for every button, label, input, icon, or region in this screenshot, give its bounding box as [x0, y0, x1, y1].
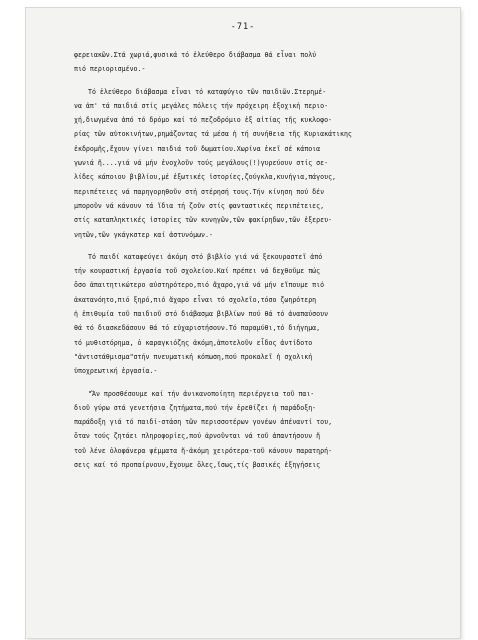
text-line: "ἀντιστάθμισμα"στήν πνευματική κόπωση,πού προκαλεῖ ἡ σχολική	[74, 352, 313, 361]
text-line: ὅταν τούς ζητάει πληροφορίες,πού ἀρνοῦνται νά τοῦ ἀπαντήσουν ἤ	[74, 432, 321, 441]
text-line: γωνιά ἤ....γιά νά μήν ἐνοχλοῦν τούς μεγάλους(!)γυρεύουν στίς σε-	[74, 159, 329, 168]
text-line: λίδες κάποιου βιβλίου,μέ ἐξωτικές ἱστορίες,ζούγκλα,κυνήγια,πάγους,	[74, 173, 337, 182]
text-line: τήν κουραστική ἐργασία τοῦ σχολείου.Καί πρέπει νά δεχθοῦμε πώς	[74, 267, 321, 276]
text-line: περιπέτειες νά παρηγορηθοῦν στή στέρησή τους.Τήν κίνηση πού δέν	[74, 187, 325, 196]
text-line: τοῦ λένε ὁλοφάνερα ψέμματα ἤ-ἀκόμη χειρότερα-τοῦ κάνουν παρατηρή-	[74, 446, 333, 455]
text-line: ρίας τῶν αὐτοκινήτων,ρημάζοντας τά μέσα ἡ τή συνήθεια τῆς Κυριακάτικης	[74, 130, 352, 139]
text-line: ὑποχρεωτική ἐργασία.-	[74, 367, 158, 376]
typewritten-body-text	[74, 48, 446, 472]
text-line: στίς καταπληκτικές ἱστορίες τῶν κυνηγῶν,τῶν φακίρηδων,τῶν ἐξερευ-	[74, 216, 333, 225]
text-line: πιό περιορισμένο.-	[74, 65, 146, 74]
text-line: Τό παιδί καταφεύγει ἀκόμη στό βιβλίο γιά νά ξεκουραστεῖ ἀπό	[88, 252, 323, 261]
text-line: μποροῦν νά κάνουν τά ἴδια τή ζοῦν στίς φανταστικές περιπέτειες,	[74, 201, 325, 210]
text-line: θά τό διασκεδάσουν θά τό εὐχαριστήσουν.Τό παραμύθι,τό διήγημα,	[74, 324, 321, 333]
text-line: ὅσο ἀπαιτητικώτερο αὐστηρότερο,πιό ἄχαρο,γιά νά μήν εἴπουμε πιό	[74, 281, 325, 290]
text-line: ἐκδρομῆς,ἔχουν γίνει παιδιά τοῦ δωματίου.Χωρίνα ἐκεῖ σέ κάποια	[74, 144, 321, 153]
text-line: "Ἄν προσθέσουμε καί τήν ἀνικανοποίητη περιέργεια τοῦ παι-	[88, 389, 315, 398]
text-line: νητῶν,τῶν γκάγκστερ καί ἀστυνόμων.-	[74, 230, 213, 239]
text-line: Τό ἐλεύθερο διάβασμα εἶναι τό καταφύγιο τῶν παιδιῶν.Στερημέ-	[88, 87, 327, 96]
text-line: παράδοξη γιά τό παιδί-στάση τῶν περισσοτέρων γονέων ἀπέναντί του,	[74, 418, 333, 427]
text-line: σεις καί τό προπαίρνουν,ἔχουμε ὅλες,ἴσως,τίς βασικές ἐξηγήσεις	[74, 461, 321, 470]
document-page	[26, 8, 460, 638]
text-line: χή,διωγμένα ἀπό τό δρόμο καί τό πεζοδρόμιο ἐξ αἰτίας τῆς κυκλοφο-	[74, 116, 333, 125]
text-line: ἀκατανόητο,πιό ξηρό,πιό ἄχαρο εἶναι τό σχολεῖο,τόσο ζωηρότερη	[74, 295, 317, 304]
text-line: να ἀπ' τά παιδιά στίς μεγάλες πόλεις τήν πρόχειρη ἐξοχική περιο-	[74, 101, 329, 110]
text-line: τό μυθιστόρημα, ὁ καραγκιόζης ἀκόμη,ἀποτελοῦν εἶδος ἀντίδοτο	[74, 338, 313, 347]
text-line: διοῦ γύρω στά γενετήσια ζητήματα,πού τήν ἐρεθίζει ἡ παράδοξη-	[74, 403, 317, 412]
text-line: ἡ ἐπιθυμία τοῦ παιδιοῦ στό διάβασμα βιβλίων πού θά τό ἀναπαύσουν	[74, 310, 329, 319]
text-line: φερειακῶν.Στά χωριά,φυσικά τό ἐλεύθερο διάβασμα θά εἶναι πολύ	[74, 51, 317, 59]
page-number: -71-	[230, 22, 256, 32]
